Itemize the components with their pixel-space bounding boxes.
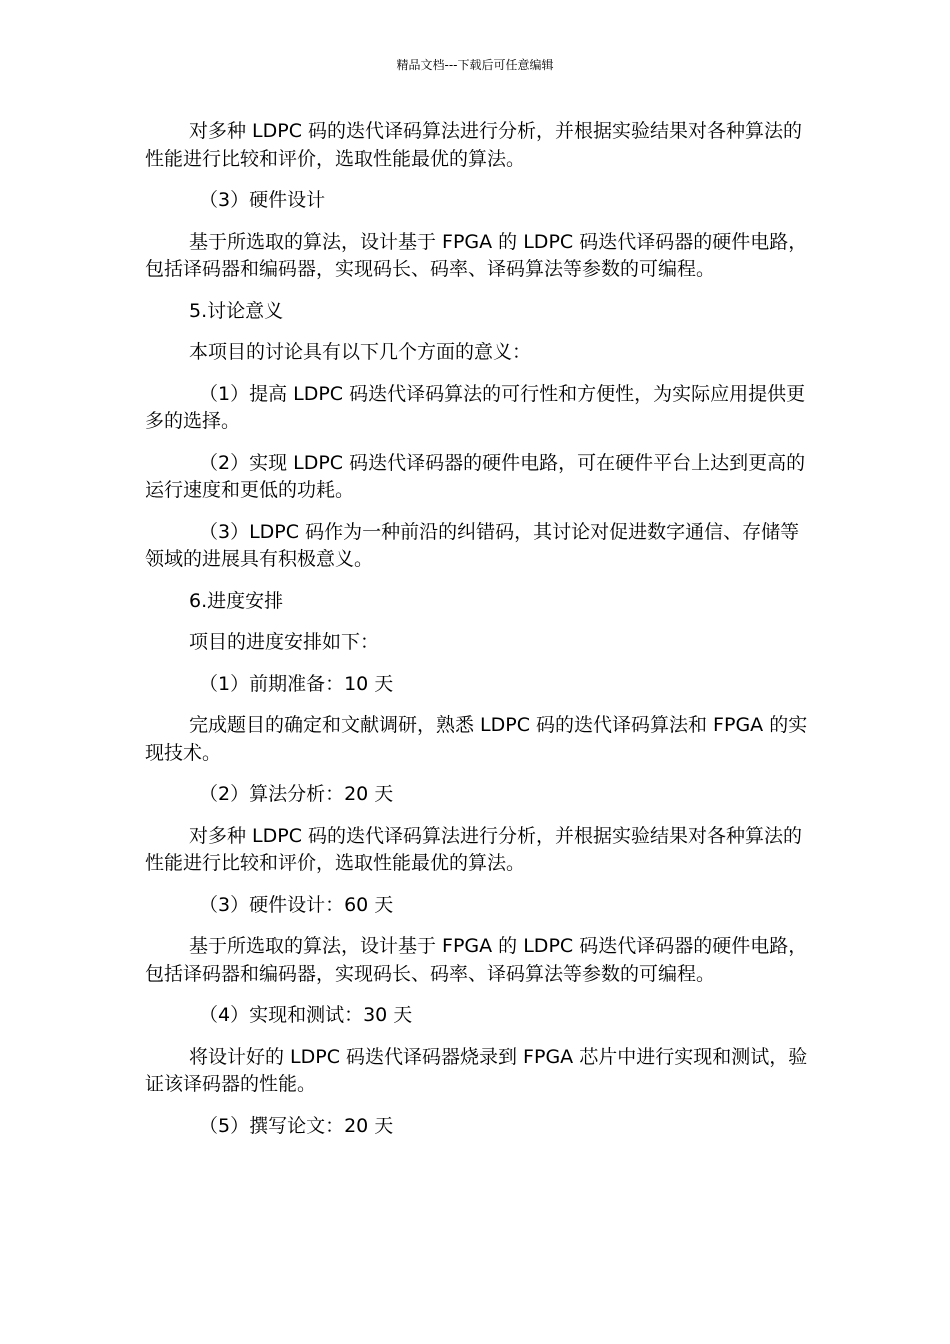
paragraph: 基于所选取的算法，设计基于 FPGA 的 LDPC 码迭代译码器的硬件电路，包括译码器和编码器，实现码长、码率、译码算法等参数的可编程。 xyxy=(145,935,808,985)
paragraph: 对多种 LDPC 码的迭代译码算法进行分析，并根据实验结果对各种算法的性能进行比较和评价，选取性能最优的算法。 xyxy=(145,120,803,170)
schedule-item: （5）撰写论文：20 天 xyxy=(199,1114,394,1137)
list-item: （1）提高 LDPC 码迭代译码算法的可行性和方便性，为实际应用提供更多的选择。 xyxy=(145,382,806,432)
paragraph: 完成题目的确定和文献调研，熟悉 LDPC 码的迭代译码算法和 FPGA 的实现技术。 xyxy=(145,714,808,764)
schedule-item: （4）实现和测试：30 天 xyxy=(199,1004,413,1026)
schedule-item: （1）前期准备：10 天 xyxy=(199,672,394,695)
list-item: （3）LDPC 码作为一种前沿的纠错码，其讨论对促进数字通信、存储等领域的进展具有积极意义。 xyxy=(145,520,800,570)
paragraph: 对多种 LDPC 码的迭代译码算法进行分析，并根据实验结果对各种算法的性能进行比较和评价，选取性能最优的算法。 xyxy=(145,824,803,874)
section-heading: 5.讨论意义 xyxy=(189,299,284,322)
paragraph: 将设计好的 LDPC 码迭代译码器烧录到 FPGA 芯片中进行实现和测试，验证该译码器的性能。 xyxy=(145,1045,808,1095)
schedule-item: （2）算法分析：20 天 xyxy=(199,783,394,805)
paragraph: 本项目的讨论具有以下几个方面的意义： xyxy=(189,341,532,363)
list-item: （2）实现 LDPC 码迭代译码器的硬件电路，可在硬件平台上达到更高的运行速度和更低的功耗。 xyxy=(145,451,806,501)
section-item-heading: （3）硬件设计 xyxy=(199,189,326,211)
paragraph: 基于所选取的算法，设计基于 FPGA 的 LDPC 码迭代译码器的硬件电路，包括译码器和编码器，实现码长、码率、译码算法等参数的可编程。 xyxy=(145,230,808,280)
section-heading: 6.进度安排 xyxy=(189,589,284,612)
paragraph: 项目的进度安排如下： xyxy=(189,631,380,653)
page-header: 精品文档---下载后可任意编辑 xyxy=(396,58,554,72)
schedule-item: （3）硬件设计：60 天 xyxy=(199,893,394,916)
document-body xyxy=(145,118,810,1154)
